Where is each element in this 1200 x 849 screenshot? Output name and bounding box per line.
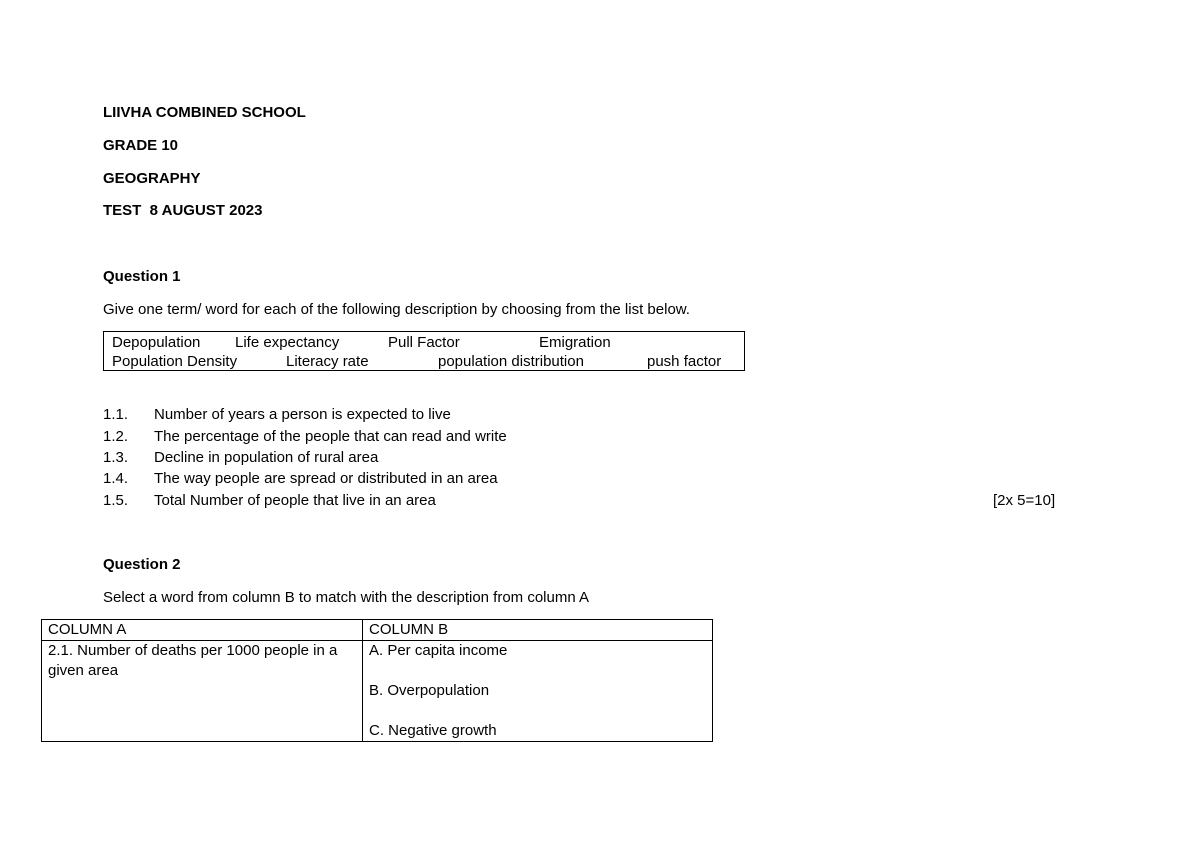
term-literacy-rate: Literacy rate: [286, 353, 369, 370]
question-1-instruction: Give one term/ word for each of the following description by choosing from the list below.: [103, 301, 690, 318]
term-list-box: [103, 331, 745, 371]
question-item-text: The way people are spread or distributed in an area: [154, 470, 498, 487]
question-1-marks: [2x 5=10]: [993, 492, 1056, 509]
matching-table: [41, 619, 713, 742]
question-1-title: Question 1: [103, 268, 181, 285]
term-emigration: Emigration: [539, 334, 611, 351]
question-item-text: Decline in population of rural area: [154, 449, 379, 466]
term-life-expectancy: Life expectancy: [235, 334, 340, 351]
column-b-option: B. Overpopulation: [369, 682, 490, 699]
question-item-number: 1.3.: [103, 449, 129, 466]
column-b-header: COLUMN B: [363, 620, 713, 641]
question-item-number: 1.5.: [103, 492, 129, 509]
column-a-header: COLUMN A: [42, 620, 363, 641]
question-item-text: Number of years a person is expected to live: [154, 406, 451, 423]
column-b-option: C. Negative growth: [369, 722, 497, 739]
term-population-density: Population Density: [112, 353, 238, 370]
grade-label: GRADE 10: [103, 137, 179, 154]
question-item-text: Total Number of people that live in an area: [154, 492, 436, 509]
question-2-instruction: Select a word from column B to match with the description from column A: [103, 589, 590, 606]
test-date-label: TEST 8 AUGUST 2023: [103, 202, 263, 219]
column-b-cell: [363, 641, 713, 742]
term-push-factor: push factor: [647, 353, 722, 370]
question-item-text: The percentage of the people that can read and write: [154, 428, 507, 445]
term-population-distribution: population distribution: [438, 353, 584, 370]
table-header-row: [42, 620, 713, 641]
question-2-title: Question 2: [103, 556, 181, 573]
question-item-number: 1.1.: [103, 406, 129, 423]
question-item-number: 1.2.: [103, 428, 129, 445]
table-row: [42, 641, 713, 742]
term-depopulation: Depopulation: [112, 334, 201, 351]
column-b-option: A. Per capita income: [369, 642, 508, 659]
term-pull-factor: Pull Factor: [388, 334, 460, 351]
subject-label: GEOGRAPHY: [103, 170, 201, 187]
question-item-number: 1.4.: [103, 470, 129, 487]
school-name: LIIVHA COMBINED SCHOOL: [103, 104, 306, 121]
column-a-cell: 2.1. Number of deaths per 1000 people in a given area: [42, 641, 363, 742]
